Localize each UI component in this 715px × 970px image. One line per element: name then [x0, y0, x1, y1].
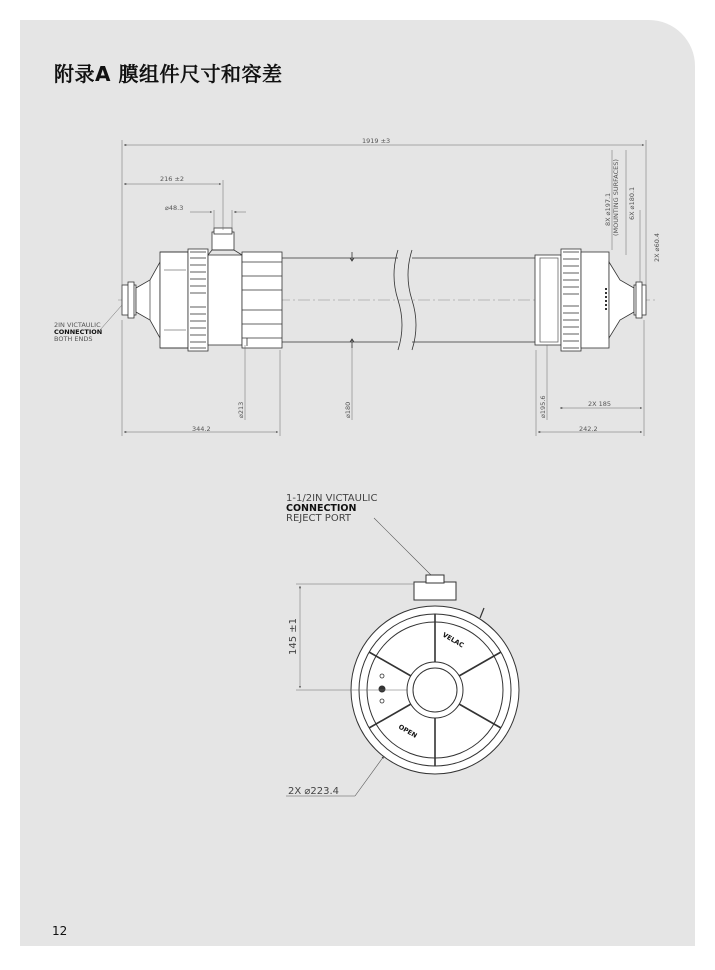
end-view: [286, 518, 519, 796]
dim-diameter-180: ⌀180: [344, 401, 352, 418]
ring-label-open: OPEN: [397, 722, 419, 740]
dim-left-length: 344.2: [192, 425, 211, 433]
dim-height-145: 145 ±1: [288, 617, 299, 655]
end-connection-line1: 2IN VICTAULIC: [54, 321, 101, 329]
dim-overall-length: 1919 ±3: [362, 137, 391, 145]
page-title: 附录A 膜组件尺寸和容差: [54, 62, 283, 86]
dim-diameter-60-4: 2X ⌀60.4: [653, 232, 661, 262]
dim-mounting-197: 8X ⌀197.1: [604, 192, 612, 226]
end-connection-line3: BOTH ENDS: [54, 335, 93, 343]
dim-diameter-213: ⌀213: [237, 401, 245, 418]
right-sleeve: [535, 255, 561, 345]
reject-port: [208, 228, 242, 345]
port-label-line3: REJECT PORT: [286, 513, 352, 524]
left-clamp: [188, 249, 208, 351]
side-view: [100, 140, 655, 436]
port-label-line1: 1-1/2IN VICTAULIC: [286, 493, 378, 504]
hub-outer: [407, 662, 463, 718]
dim-diameter-180-1: 6X ⌀180.1: [628, 186, 636, 220]
left-inner-clamp: [242, 252, 282, 348]
end-view-port: [414, 582, 456, 600]
end-connection-line2: CONNECTION: [54, 328, 103, 336]
dim-port-diameter: ⌀48.3: [165, 204, 184, 212]
port-leader: [374, 518, 434, 578]
port-label-line2: CONNECTION: [286, 503, 357, 514]
feature-dot: [379, 686, 385, 692]
ring-label-velac: VELAC: [441, 630, 466, 650]
left-end-connector: [122, 252, 188, 348]
dim-mounting-note: (MOUNTING SURFACES): [612, 159, 620, 236]
dim-spacing-185: 2X 185: [588, 400, 612, 408]
dim-diameter-223: 2X ⌀223.4: [288, 786, 340, 797]
page-number: 12: [52, 924, 68, 938]
right-clamp: [561, 249, 581, 351]
dim-right-length: 242.2: [579, 425, 598, 433]
right-end-connector: [581, 252, 646, 348]
dim-reject-offset: 216 ±2: [160, 175, 185, 183]
dim-diameter-195: ⌀195.6: [539, 395, 547, 418]
